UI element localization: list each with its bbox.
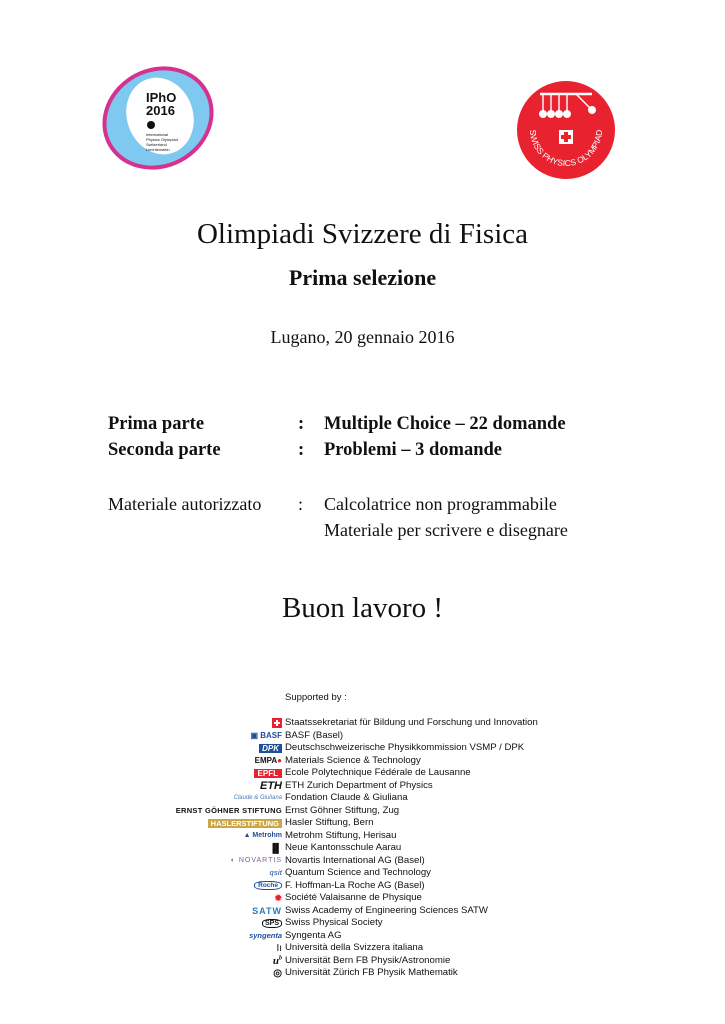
- document-subtitle: Prima selezione: [288, 265, 437, 290]
- sponsor-row: [170, 792, 570, 805]
- part-label: Prima parte: [108, 414, 205, 434]
- ipho-caption-2: Physics Olympiad: [146, 137, 178, 142]
- sponsor-row: [170, 780, 570, 793]
- sponsor-row: [170, 842, 570, 855]
- sponsor-row: [170, 930, 570, 943]
- sponsor-row: [170, 917, 570, 930]
- sponsor-logo-icon: qsit: [269, 869, 282, 877]
- sponsor-name: Syngenta AG: [285, 929, 342, 941]
- materials-line: Calcolatrice non programmabile: [324, 494, 557, 514]
- part-value: Problemi – 3 domande: [324, 440, 502, 460]
- sponsor-name: Deutschschweizerische Physikkommission VSMP / DPK: [285, 742, 525, 753]
- sponsor-row: [170, 880, 570, 893]
- sponsor-name: Fondation Claude & Giuliana: [285, 792, 408, 803]
- ipho-line2: 2016: [146, 103, 175, 118]
- sponsor-name: Novartis International AG (Basel): [285, 854, 425, 866]
- sponsor-row: [170, 867, 570, 880]
- sponsor-logo-icon: SATW: [252, 905, 282, 916]
- document-title: Olimpiadi Svizzere di Fisica: [196, 218, 528, 250]
- sponsor-row: [170, 742, 570, 755]
- sponsor-row: [170, 805, 570, 818]
- sponsor-name: Universität Zürich FB Physik Mathematik: [285, 967, 458, 978]
- ipho-caption-1: International: [146, 132, 169, 137]
- sponsor-logo-icon: ETH: [260, 779, 282, 792]
- sponsor-name: ETH Zurich Department of Physics: [285, 779, 433, 791]
- sponsor-logo-icon: HASLERSTIFTUNG: [208, 817, 282, 829]
- sponsor-logo-icon: [272, 717, 282, 729]
- sponsor-name: Staatssekretariat für Bildung und Forschung und Innovation: [285, 717, 538, 728]
- sponsor-name: Neue Kantonsschule Aarau: [285, 842, 402, 853]
- sponsor-row: [170, 767, 570, 780]
- sponsor-name: Metrohm Stiftung, Herisau: [285, 829, 397, 841]
- sponsor-logo-icon: EMPA●: [254, 756, 282, 765]
- sponsor-logo-icon: ◐ NOVARTIS: [230, 857, 282, 864]
- materials-line: Materiale per scrivere e disegnare: [324, 520, 568, 540]
- document-date: Lugano, 20 gennaio 2016: [270, 327, 455, 347]
- sponsor-name: Swiss Physical Society: [285, 917, 383, 928]
- swiss-physics-olympiad-logo: [516, 80, 616, 180]
- sponsor-row: [170, 892, 570, 905]
- sponsor-row: [170, 755, 570, 768]
- sponsor-row: [170, 955, 570, 968]
- sponsor-logo-icon: SPS: [262, 917, 282, 929]
- sponsor-name: Ecole Polytechnique Fédérale de Lausanne: [285, 767, 471, 778]
- sponsor-logo-icon: Iı: [276, 942, 282, 954]
- sponsor-logo-icon: ✹: [274, 892, 282, 903]
- sponsor-logo-icon: Roche: [254, 880, 282, 892]
- part-separator: :: [298, 440, 305, 460]
- sponsor-logo-icon: ERNST GÖHNER STIFTUNG: [175, 806, 282, 815]
- sponsor-name: Swiss Academy of Engineering Sciences SATW: [285, 904, 488, 916]
- sponsor-logo-icon: EPFL: [254, 767, 282, 779]
- sponsor-name: F. Hoffman-La Roche AG (Basel): [285, 879, 425, 891]
- materials-label: Materiale autorizzato: [108, 494, 262, 514]
- ipho-line1: IPhO: [146, 90, 177, 105]
- sponsor-name: Ernst Göhner Stiftung, Zug: [285, 804, 400, 816]
- sponsor-row: [170, 942, 570, 955]
- sponsor-row: [170, 717, 570, 730]
- sponsor-logo-icon: ▲ Metrohm: [243, 832, 282, 839]
- sponsor-list: [170, 717, 570, 980]
- sponsor-row: [170, 855, 570, 868]
- sponsor-logo-icon: ◎: [273, 967, 282, 979]
- spho-arc-text: SWISS PHYSICS OLYMPIAD: [527, 129, 605, 169]
- ipho-2016-logo: [100, 66, 216, 170]
- sponsor-name: BASF (Basel): [285, 729, 344, 741]
- sponsor-logo-icon: ▐▌: [269, 843, 282, 853]
- sponsor-name: Quantum Science and Technology: [285, 867, 431, 878]
- part-label: Seconda parte: [108, 440, 221, 460]
- sponsor-name: Société Valaisanne de Physique: [285, 892, 422, 903]
- sponsor-name: Hasler Stiftung, Bern: [285, 817, 374, 828]
- sponsor-name: Materials Science & Technology: [285, 754, 421, 766]
- closing-text: Buon lavoro !: [281, 592, 444, 624]
- part-value: Multiple Choice – 22 domande: [324, 414, 566, 434]
- part-separator: :: [298, 414, 305, 434]
- materials-separator: :: [298, 494, 304, 514]
- sponsor-logo-icon: syngenta: [249, 931, 282, 940]
- sponsor-logo-icon: $u^b$: [272, 954, 282, 967]
- sponsor-logo-icon: DPK: [259, 742, 282, 754]
- sponsor-logo-icon: ▣ BASF: [250, 731, 282, 740]
- sponsor-row: [170, 905, 570, 918]
- sponsor-name: Università della Svizzera italiana: [285, 942, 424, 953]
- ipho-caption-3: Switzerland: [146, 142, 167, 147]
- sponsor-row: [170, 967, 570, 980]
- sponsor-row: [170, 817, 570, 830]
- ipho-caption-4: Liechtenstein: [146, 147, 170, 152]
- sponsor-row: [170, 830, 570, 843]
- sponsor-row: [170, 730, 570, 743]
- supported-by-label: Supported by :: [285, 692, 347, 703]
- sponsor-name: Universität Bern FB Physik/Astronomie: [285, 954, 451, 966]
- sponsor-logo-icon: Claude & Giuliana: [233, 795, 282, 801]
